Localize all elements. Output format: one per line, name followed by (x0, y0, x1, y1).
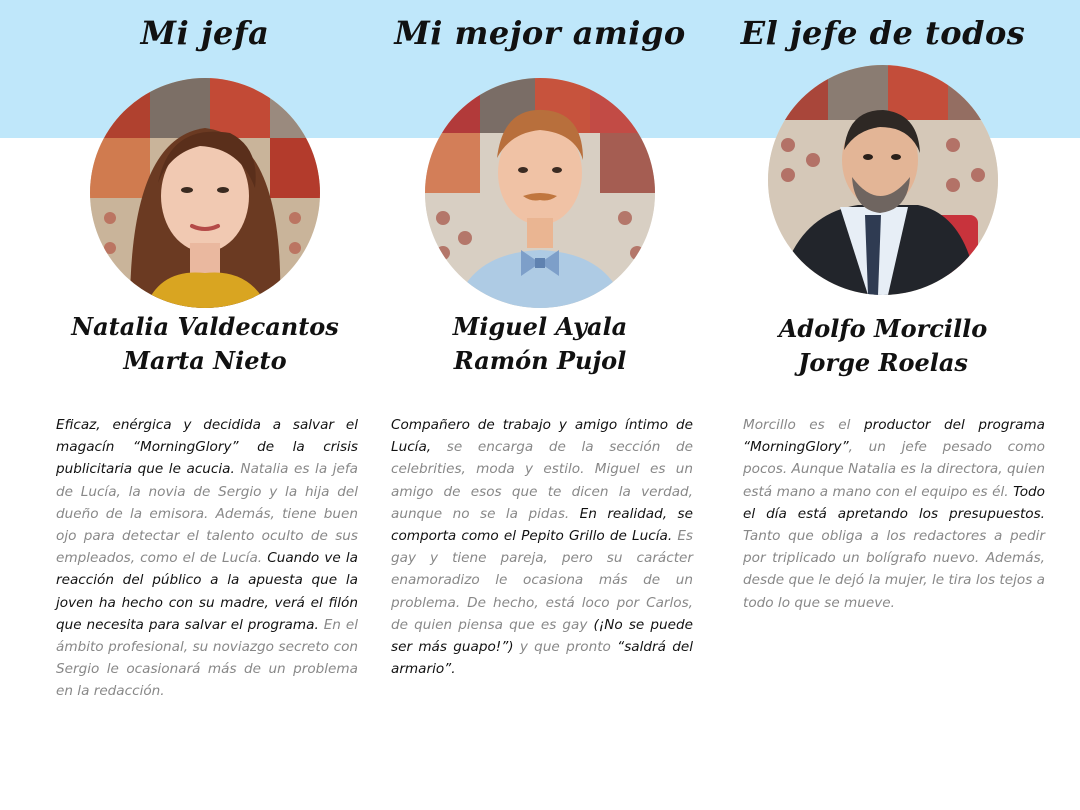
character-description (743, 414, 1045, 614)
character-description (56, 414, 358, 703)
actor-name: Jorge Roelas (798, 348, 968, 377)
man-suit-portrait-icon (768, 65, 998, 295)
names (375, 310, 705, 378)
man-bowtie-portrait-icon (425, 78, 655, 308)
role-title: Mi mejor amigo (394, 14, 686, 52)
names (718, 312, 1048, 380)
role-title: El jefe de todos (740, 14, 1026, 52)
character-name: Adolfo Morcillo (778, 314, 988, 343)
character-description (391, 414, 693, 680)
description-segment: En realidad, se comporta como el Pepito Grillo de Lucía. (391, 505, 693, 545)
description-segment: En el ámbito profesional, su noviazgo secreto con Sergio le ocasionará más de un problema en la redacción. (56, 616, 358, 700)
description-segment: productor del programa “MorningGlory” (743, 417, 1045, 456)
description-segment: Morcillo es el (743, 417, 851, 433)
role-title: Mi jefa (140, 14, 270, 52)
description-segment: y que pronto (513, 639, 611, 656)
description-segment: Eficaz, enérgica y decidida a salvar el magacín “MorningGlory” de la crisis publicitaria que le acucia. (56, 417, 358, 478)
character-card-adolfo (718, 0, 1048, 810)
character-name: Miguel Ayala (452, 312, 628, 341)
description-segment: (¡No se puede ser más guapo!”) (391, 616, 693, 656)
character-name: Natalia Valdecantos (71, 312, 339, 341)
description-segment: Natalia es la jefa de Lucía, la novia de Sergio y la hija del dueño de la emisora. Además, tiene buen ojo para detectar el talento oculto de sus empleados, como el de Lucía. (56, 461, 358, 567)
description-segment: Es gay y tiene pareja, pero su carácter enamoradizo le ocasiona más de un problema. De hecho, está loco por Carlos, de quien piensa que es gay (391, 528, 693, 633)
woman-portrait-icon (90, 78, 320, 308)
description-segment: Tanto que obliga a los redactores a pedir por triplicado un bolígrafo nuevo. Además, desde que le dejó la mujer, le tira los tejos a todo lo que se mueve. (743, 528, 1045, 611)
description-segment: Todo el día está apretando los presupuestos. (743, 483, 1045, 522)
actor-name: Marta Nieto (123, 346, 287, 375)
description-segment: Compañero de trabajo y amigo íntimo de Lucía, (391, 417, 693, 456)
character-card-natalia (40, 0, 370, 810)
character-card-miguel (375, 0, 705, 810)
description-segment: Cuando ve la reacción del público a la apuesta que la joven ha hecho con su madre, verá el filón que necesita para salvar el programa. (56, 550, 358, 633)
actor-name: Ramón Pujol (453, 346, 627, 375)
description-segment: , un jefe pesado como pocos. Aunque Natalia es la directora, quien está mano a mano con el equipo es él. (743, 439, 1045, 500)
description-segment: “saldrá del armario”. (391, 639, 693, 678)
description-segment: se encarga de la sección de celebrities, moda y estilo. Miguel es un amigo de esos que te dicen la verdad, aunque no se la pidas. (391, 439, 693, 522)
names (40, 310, 370, 378)
